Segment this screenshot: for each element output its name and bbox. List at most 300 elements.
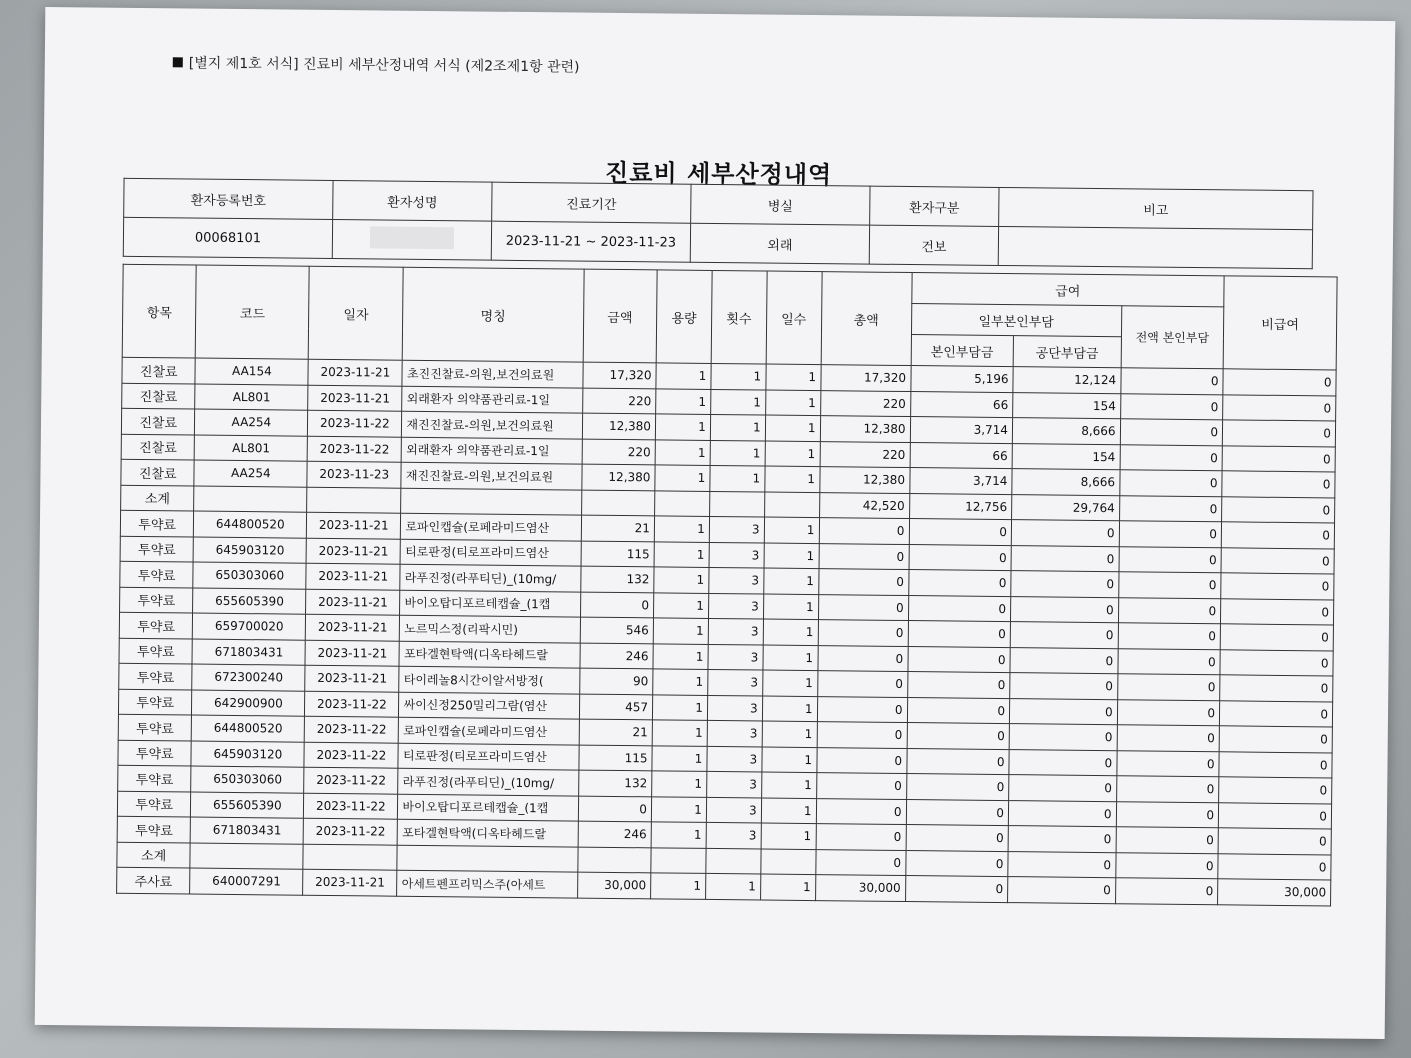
cell-days: 1 [765, 466, 820, 492]
cell-date: 2023-11-22 [303, 818, 397, 844]
cell-insurer: 154 [1012, 443, 1120, 470]
cell-times: 3 [706, 771, 761, 797]
cell-amount: 115 [581, 541, 655, 567]
cell-times: 3 [707, 746, 762, 772]
cell-code: AL801 [195, 384, 308, 411]
cell-item: 투약료 [120, 510, 194, 536]
cell-insurer: 0 [1008, 851, 1116, 878]
cell-patient: 5,196 [910, 366, 1013, 393]
cell-code: 672300240 [192, 664, 305, 691]
cell-patient: 0 [905, 850, 1008, 877]
cell-code: 650303060 [191, 766, 304, 793]
cell-non: 0 [1219, 700, 1332, 727]
cell-insurer: 29,764 [1012, 494, 1120, 521]
cell-full: 0 [1115, 878, 1218, 905]
cell-dose: 1 [655, 439, 710, 465]
cell-times: 3 [706, 822, 761, 848]
cell-non: 0 [1223, 369, 1336, 396]
col-name: 명칭 [403, 267, 584, 362]
period-value: 2023-11-21 ~ 2023-11-23 [491, 221, 690, 262]
cell-non: 0 [1221, 598, 1334, 625]
cell-days: 1 [765, 441, 820, 467]
cell-times: 3 [707, 720, 762, 746]
cell-code: 644800520 [192, 715, 305, 742]
cell-full: 0 [1118, 623, 1221, 650]
cell-date: 2023-11-21 [303, 869, 397, 895]
cell-patient: 3,714 [909, 468, 1012, 495]
cell-dose: 1 [653, 643, 708, 669]
cell-total: 220 [820, 390, 910, 416]
cell-name: 외래환자 의약품관리료-1일 [402, 437, 582, 464]
cell-full: 0 [1115, 852, 1218, 879]
bill-paper [35, 7, 1396, 1039]
cell-days: 1 [762, 670, 817, 696]
cell-dose: 1 [654, 567, 709, 593]
charges-table [116, 264, 1338, 906]
cell-days: 1 [763, 645, 818, 671]
cell-insurer: 0 [1008, 800, 1116, 827]
col-partial: 일부본인부담 [911, 304, 1121, 337]
cell-insurer: 0 [1010, 622, 1118, 649]
cell-days: 1 [763, 594, 818, 620]
cell-dose: 1 [652, 720, 707, 746]
cell-item: 진찰료 [122, 357, 196, 383]
cell-insurer: 0 [1010, 647, 1118, 674]
cell-name: 바이오탑디포르테캡슐_(1캡 [400, 590, 580, 617]
cell-total: 0 [819, 518, 909, 544]
cell-insurer: 0 [1010, 673, 1118, 700]
cell-non: 30,000 [1218, 879, 1331, 906]
remarks-label: 비고 [999, 187, 1313, 229]
cell-dose: 1 [652, 771, 707, 797]
patient-type-label: 환자구분 [870, 186, 999, 226]
cell-dose [655, 490, 710, 516]
cell-full: 0 [1120, 419, 1223, 446]
cell-dose: 1 [653, 618, 708, 644]
cell-non: 0 [1221, 573, 1334, 600]
cell-date: 2023-11-21 [308, 385, 402, 411]
cell-amount: 132 [578, 770, 652, 796]
cell-full: 0 [1119, 470, 1222, 497]
cell-item: 투약료 [119, 663, 193, 689]
cell-item: 투약료 [117, 816, 191, 842]
cell-total: 42,520 [819, 492, 909, 518]
room-label: 병실 [691, 184, 870, 225]
patient-name-value [332, 219, 491, 260]
cell-name: 라푸진정(라푸티딘)_(10mg/ [400, 564, 580, 591]
cell-name [397, 845, 577, 872]
cell-times: 1 [710, 389, 765, 415]
cell-full: 0 [1119, 521, 1222, 548]
cell-full: 0 [1117, 750, 1220, 777]
cell-total: 17,320 [820, 365, 910, 391]
cell-non: 0 [1220, 649, 1333, 676]
cell-date: 2023-11-22 [307, 436, 401, 462]
cell-insurer: 0 [1009, 749, 1117, 776]
cell-days: 1 [762, 721, 817, 747]
cell-full: 0 [1119, 546, 1222, 573]
cell-code: 644800520 [194, 511, 307, 538]
cell-amount: 457 [579, 694, 653, 720]
cell-times: 3 [708, 618, 763, 644]
cell-total: 0 [816, 773, 906, 799]
cell-days: 1 [765, 390, 820, 416]
cell-dose: 1 [651, 796, 706, 822]
cell-days: 1 [763, 619, 818, 645]
cell-code: AA254 [194, 460, 307, 487]
cell-times [709, 491, 764, 517]
cell-patient: 3,714 [910, 417, 1013, 444]
cell-item: 투약료 [120, 536, 194, 562]
cell-total: 12,380 [819, 467, 909, 493]
cell-date: 2023-11-21 [306, 589, 400, 615]
cell-times: 1 [711, 363, 766, 389]
cell-times: 3 [707, 695, 762, 721]
cell-dose: 1 [652, 694, 707, 720]
cell-non: 0 [1219, 726, 1332, 753]
cell-days: 1 [762, 696, 817, 722]
cell-dose: 1 [656, 363, 711, 389]
cell-item: 투약료 [118, 714, 192, 740]
col-amount: 금액 [583, 269, 657, 363]
cell-patient: 0 [906, 799, 1009, 826]
cell-times: 1 [710, 465, 765, 491]
cell-insurer: 0 [1008, 826, 1116, 853]
cell-item: 주사료 [117, 867, 191, 893]
cell-name: 재진진찰료-의원,보건의료원 [402, 411, 582, 438]
cell-amount: 17,320 [582, 362, 656, 388]
cell-amount: 246 [579, 643, 653, 669]
document-title: 진료비 세부산정내역 [604, 158, 833, 190]
cell-total: 0 [817, 722, 907, 748]
cell-days [764, 492, 819, 518]
cell-amount: 21 [579, 719, 653, 745]
cell-name: 라푸진정(라푸티딘)_(10mg/ [398, 768, 578, 795]
col-dose: 용량 [656, 270, 712, 364]
cell-non: 0 [1220, 624, 1333, 651]
cell-days: 1 [765, 415, 820, 441]
cell-code: 642900900 [192, 690, 305, 717]
cell-days: 1 [761, 823, 816, 849]
patient-id-value: 00068101 [123, 217, 332, 258]
cell-amount: 12,380 [581, 464, 655, 490]
cell-total: 0 [816, 747, 906, 773]
cell-non: 0 [1222, 445, 1335, 472]
cell-times: 3 [708, 593, 763, 619]
cell-total: 0 [818, 620, 908, 646]
cell-total: 0 [817, 645, 907, 671]
cell-full: 0 [1120, 393, 1223, 420]
cell-days: 1 [760, 874, 815, 900]
cell-non: 0 [1220, 675, 1333, 702]
cell-dose: 1 [654, 516, 709, 542]
cell-dose: 1 [653, 669, 708, 695]
cell-full: 0 [1117, 674, 1220, 701]
cell-insurer: 8,666 [1012, 418, 1120, 445]
cell-item: 투약료 [117, 791, 191, 817]
cell-date [307, 487, 401, 513]
cell-name: 아세트펜프리믹스주(아세트 [397, 870, 577, 897]
cell-name: 포타겔현탁액(디옥타헤드랄 [399, 641, 579, 668]
cell-date: 2023-11-21 [306, 563, 400, 589]
cell-item: 투약료 [119, 612, 193, 638]
cell-amount: 546 [580, 617, 654, 643]
redacted-name [370, 226, 454, 249]
cell-amount: 0 [578, 796, 652, 822]
cell-full: 0 [1120, 444, 1223, 471]
cell-amount [581, 490, 655, 516]
cell-name: 노르믹스정(리팍시민) [400, 615, 580, 642]
cell-full: 0 [1117, 725, 1220, 752]
cell-name: 싸이신정250밀리그람(염산 [399, 692, 579, 719]
cell-non: 0 [1222, 496, 1335, 523]
cell-patient: 0 [906, 825, 1009, 852]
cell-code: 659700020 [193, 613, 306, 640]
cell-total: 12,380 [820, 416, 910, 442]
cell-date: 2023-11-21 [308, 359, 402, 385]
cell-date: 2023-11-22 [304, 742, 398, 768]
cell-date: 2023-11-21 [305, 665, 399, 691]
cell-total: 0 [818, 594, 908, 620]
cell-name: 로파인캡슐(로페라미드염산 [399, 717, 579, 744]
cell-name: 초진진찰료-의원,보건의료원 [402, 360, 582, 387]
cell-date: 2023-11-22 [305, 691, 399, 717]
cell-insurer: 0 [1009, 775, 1117, 802]
cell-insurer: 0 [1011, 571, 1119, 598]
cell-non: 0 [1219, 751, 1332, 778]
cell-amount: 12,380 [582, 413, 656, 439]
cell-patient: 0 [905, 876, 1008, 903]
cell-full: 0 [1116, 801, 1219, 828]
cell-total: 0 [819, 543, 909, 569]
col-code: 코드 [196, 265, 310, 359]
cell-dose: 1 [655, 414, 710, 440]
cell-times: 1 [705, 873, 760, 899]
cell-dose [651, 847, 706, 873]
cell-full: 0 [1116, 827, 1219, 854]
cell-insurer: 0 [1009, 724, 1117, 751]
cell-item: 소계 [117, 842, 191, 868]
cell-times: 3 [709, 516, 764, 542]
cell-amount: 0 [580, 592, 654, 618]
cell-total: 0 [817, 696, 907, 722]
cell-item: 투약료 [118, 740, 192, 766]
cell-code: 671803431 [191, 817, 304, 844]
cell-code: 655605390 [191, 792, 304, 819]
cell-insurer: 0 [1009, 698, 1117, 725]
cell-patient: 0 [908, 595, 1011, 622]
cell-date: 2023-11-21 [305, 640, 399, 666]
cell-patient: 66 [910, 442, 1013, 469]
cell-non: 0 [1218, 802, 1331, 829]
square-bullet-icon [173, 57, 183, 67]
cell-times: 3 [708, 644, 763, 670]
cell-amount: 30,000 [577, 872, 651, 898]
cell-times: 1 [710, 414, 765, 440]
cell-date: 2023-11-22 [304, 793, 398, 819]
patient-name-label: 환자성명 [333, 180, 492, 221]
cell-non: 0 [1221, 547, 1334, 574]
col-patient-share: 본인부담금 [911, 335, 1014, 367]
cell-code: 645903120 [191, 741, 304, 768]
cell-code [190, 843, 303, 870]
cell-patient: 0 [909, 544, 1012, 571]
cell-patient: 66 [910, 391, 1013, 418]
cell-times: 3 [709, 567, 764, 593]
cell-full: 0 [1121, 368, 1224, 395]
cell-item: 진찰료 [122, 383, 196, 409]
cell-full: 0 [1118, 572, 1221, 599]
cell-code: 645903120 [194, 537, 307, 564]
patient-info-table [123, 178, 1314, 269]
cell-code: AA154 [195, 358, 308, 385]
cell-amount: 90 [579, 668, 653, 694]
cell-total: 30,000 [815, 875, 905, 901]
form-note-text: [별지 제1호 서식] 진료비 세부산정내역 서식 (제2조제1항 관련) [188, 55, 580, 76]
cell-item: 투약료 [118, 689, 192, 715]
cell-days: 1 [766, 364, 821, 390]
cell-full: 0 [1119, 495, 1222, 522]
cell-days: 1 [761, 772, 816, 798]
cell-times: 3 [709, 542, 764, 568]
cell-amount: 220 [582, 388, 656, 414]
cell-date: 2023-11-23 [307, 461, 401, 487]
cell-total: 220 [820, 441, 910, 467]
cell-code: 650303060 [193, 562, 306, 589]
patient-type-value: 건보 [869, 225, 998, 265]
cell-code: 655605390 [193, 588, 306, 615]
cell-non: 0 [1219, 777, 1332, 804]
cell-non: 0 [1221, 522, 1334, 549]
cell-amount: 220 [582, 439, 656, 465]
cell-name: 재진진찰료-의원,보건의료원 [401, 462, 581, 489]
col-non-covered: 비급여 [1223, 276, 1337, 370]
cell-times: 3 [708, 669, 763, 695]
cell-non: 0 [1222, 420, 1335, 447]
cell-patient: 0 [907, 672, 1010, 699]
period-label: 진료기간 [492, 182, 691, 223]
cell-insurer: 0 [1010, 596, 1118, 623]
cell-amount: 132 [580, 566, 654, 592]
col-total: 총액 [821, 272, 912, 366]
cell-full: 0 [1118, 648, 1221, 675]
cell-patient: 0 [909, 519, 1012, 546]
cell-name: 타이레놀8시간이알서방정( [399, 666, 579, 693]
col-covered: 급여 [911, 273, 1224, 307]
cell-amount: 246 [578, 821, 652, 847]
col-full-self: 전액 본인부담 [1121, 306, 1224, 369]
cell-times: 1 [710, 440, 765, 466]
cell-patient: 0 [908, 646, 1011, 673]
cell-patient: 0 [908, 570, 1011, 597]
charges-body [117, 357, 1337, 905]
cell-name: 바이오탑디포르테캡슐_(1캡 [398, 794, 578, 821]
cell-name: 외래환자 의약품관리료-1일 [402, 386, 582, 413]
cell-code: 640007291 [190, 868, 303, 895]
cell-days: 1 [764, 543, 819, 569]
cell-dose: 1 [652, 745, 707, 771]
cell-item: 투약료 [118, 765, 192, 791]
cell-name: 티로판정(티로프라미드염산 [398, 743, 578, 770]
cell-name: 티로판정(티로프라미드염산 [400, 539, 580, 566]
cell-date: 2023-11-21 [306, 538, 400, 564]
cell-code: 671803431 [192, 639, 305, 666]
cell-name: 로파인캡슐(로페라미드염산 [401, 513, 581, 540]
cell-days: 1 [762, 747, 817, 773]
cell-total: 0 [816, 798, 906, 824]
cell-full: 0 [1118, 597, 1221, 624]
cell-code [194, 486, 307, 513]
cell-total: 0 [815, 849, 905, 875]
cell-code: AL801 [195, 435, 308, 462]
cell-insurer: 0 [1011, 520, 1119, 547]
cell-date [303, 844, 397, 870]
cell-total: 0 [816, 824, 906, 850]
cell-full: 0 [1117, 699, 1220, 726]
cell-insurer: 0 [1008, 877, 1116, 904]
cell-dose: 1 [654, 541, 709, 567]
cell-insurer: 12,124 [1013, 367, 1121, 394]
cell-total: 0 [817, 671, 907, 697]
cell-patient: 0 [906, 774, 1009, 801]
cell-times [706, 848, 761, 874]
cell-item: 투약료 [119, 638, 193, 664]
cell-patient: 12,756 [909, 493, 1012, 520]
cell-patient: 0 [907, 697, 1010, 724]
col-days: 일수 [766, 271, 822, 365]
cell-insurer: 8,666 [1012, 469, 1120, 496]
cell-item: 소계 [121, 485, 195, 511]
col-insurer-share: 공단부담금 [1013, 336, 1121, 368]
cell-amount: 21 [581, 515, 655, 541]
cell-days: 1 [764, 517, 819, 543]
cell-patient: 0 [908, 621, 1011, 648]
cell-item: 진찰료 [121, 434, 195, 460]
col-times: 횟수 [711, 270, 767, 364]
cell-item: 투약료 [120, 587, 194, 613]
cell-item: 진찰료 [121, 408, 195, 434]
cell-dose: 1 [651, 873, 706, 899]
cell-days: 1 [761, 797, 816, 823]
cell-non: 0 [1218, 853, 1331, 880]
cell-date: 2023-11-22 [304, 767, 398, 793]
cell-date: 2023-11-21 [306, 614, 400, 640]
cell-insurer: 154 [1013, 392, 1121, 419]
cell-item: 투약료 [120, 561, 194, 587]
cell-name: 포타겔현탁액(디옥타헤드랄 [398, 819, 578, 846]
cell-amount [577, 847, 651, 873]
cell-amount: 115 [578, 745, 652, 771]
cell-full: 0 [1116, 776, 1219, 803]
cell-non: 0 [1218, 828, 1331, 855]
form-note [173, 52, 580, 76]
cell-item: 진찰료 [121, 459, 195, 485]
cell-patient: 0 [906, 748, 1009, 775]
cell-date: 2023-11-21 [307, 512, 401, 538]
cell-times: 3 [706, 797, 761, 823]
cell-date: 2023-11-22 [308, 410, 402, 436]
cell-non: 0 [1222, 471, 1335, 498]
cell-total: 0 [818, 569, 908, 595]
cell-patient: 0 [907, 723, 1010, 750]
cell-days: 1 [763, 568, 818, 594]
col-item: 항목 [122, 264, 196, 358]
cell-code: AA254 [195, 409, 308, 436]
col-date: 일자 [308, 266, 403, 360]
cell-dose: 1 [651, 822, 706, 848]
cell-dose: 1 [656, 388, 711, 414]
room-value: 외래 [690, 223, 869, 264]
